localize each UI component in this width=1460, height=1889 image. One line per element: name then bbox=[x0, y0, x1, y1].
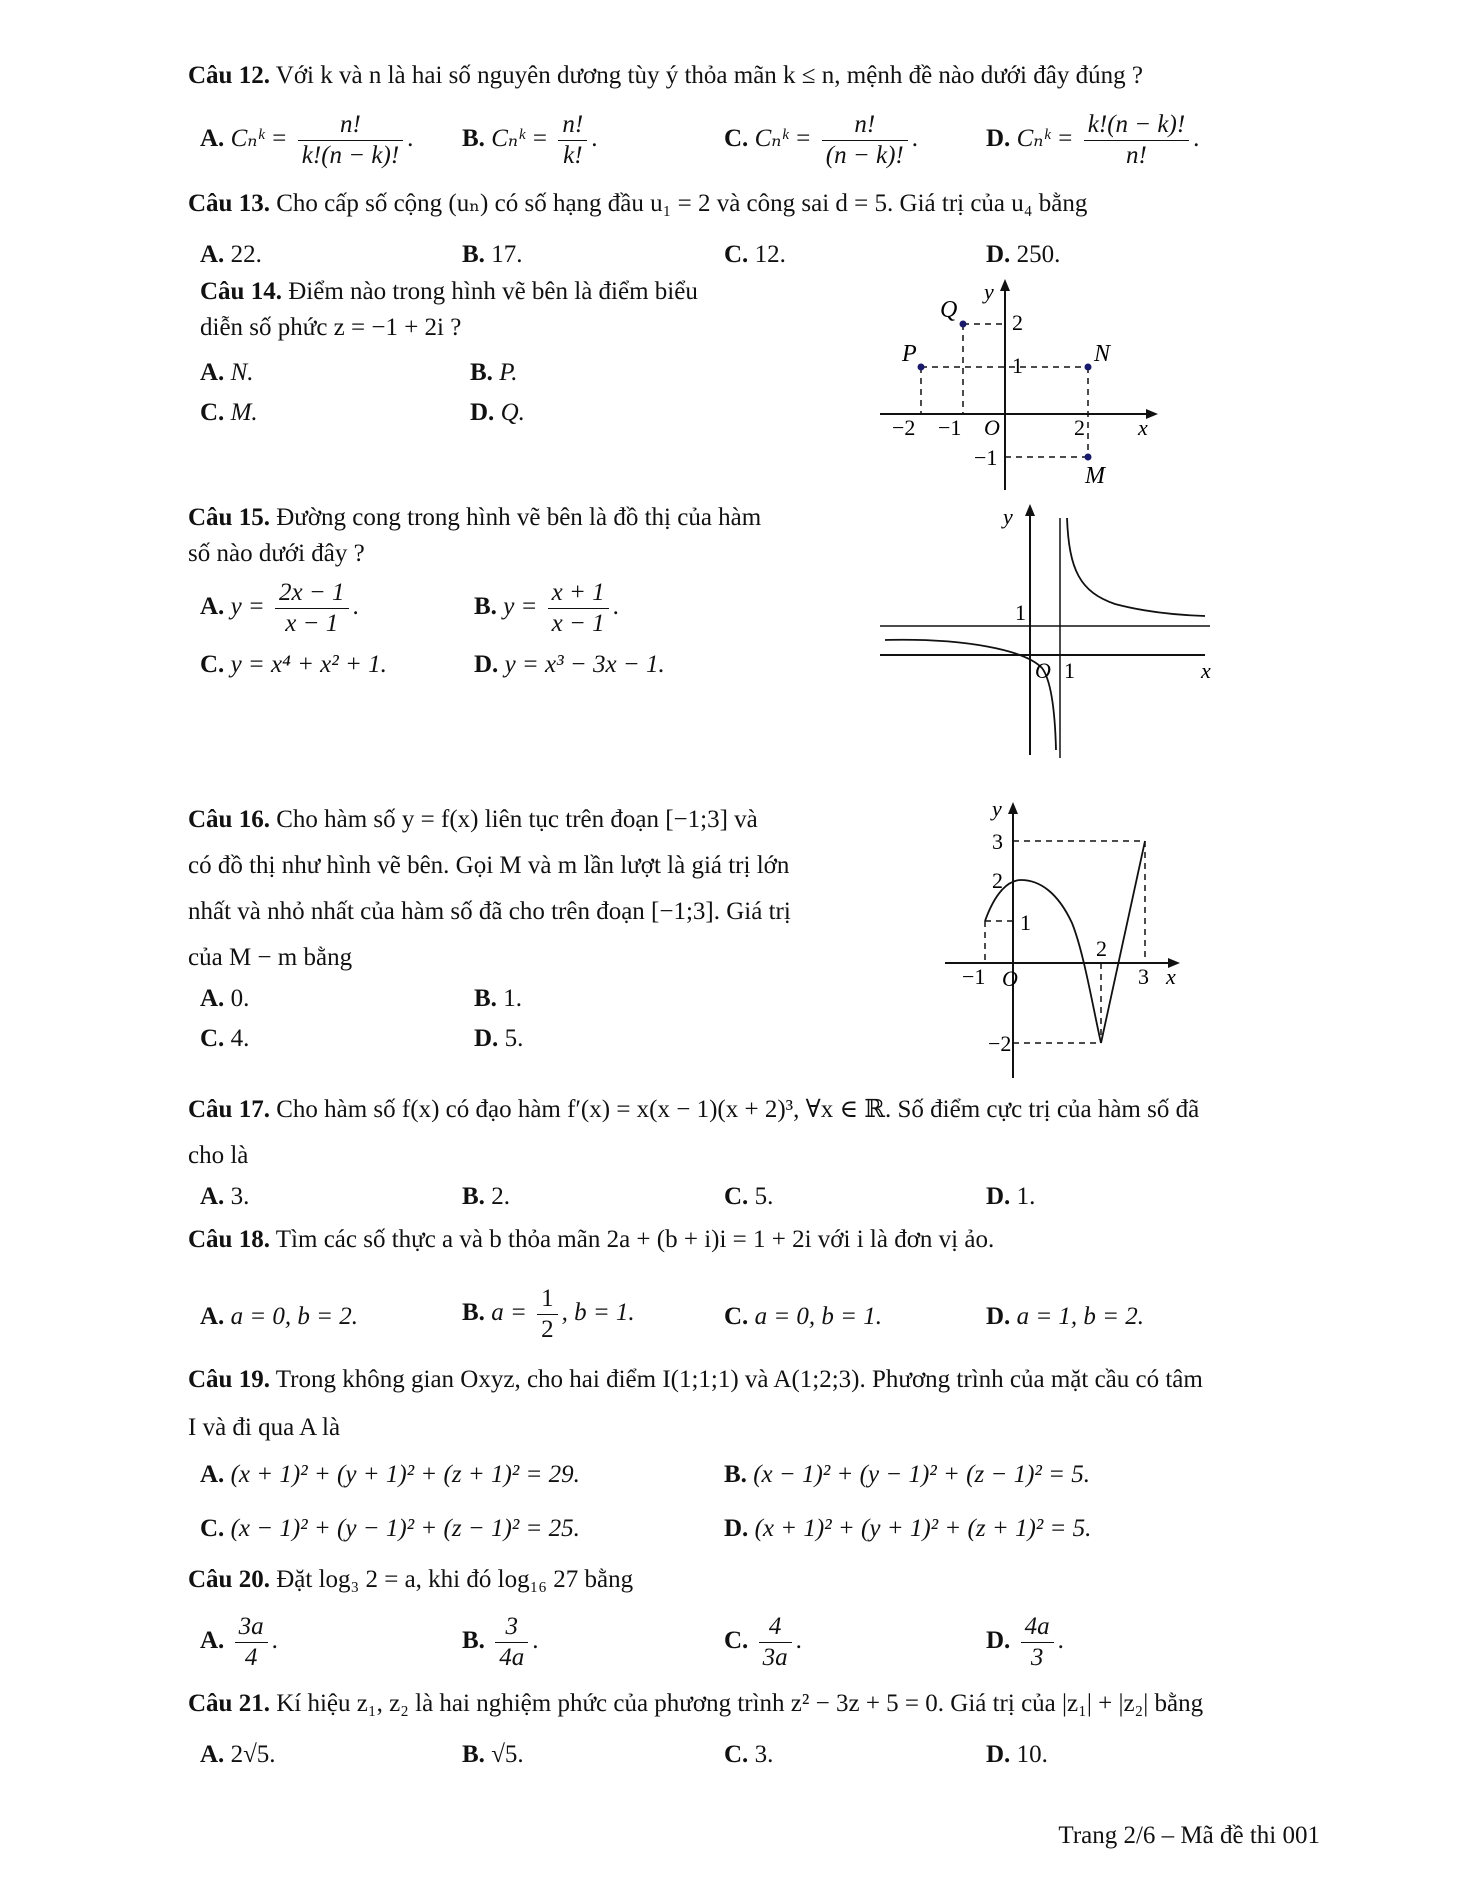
q14-figure bbox=[880, 275, 1170, 495]
option-key: D. bbox=[986, 1741, 1011, 1768]
tick-x-1: 1 bbox=[1064, 658, 1075, 683]
option-lhs: Cₙᵏ = bbox=[754, 125, 812, 153]
q21-option-d[interactable] bbox=[986, 1740, 1048, 1770]
option-key: C. bbox=[724, 1741, 749, 1768]
option-lhs: y = bbox=[230, 593, 265, 621]
tick-x-2: 2 bbox=[1074, 415, 1085, 440]
fraction bbox=[558, 110, 587, 171]
q18-option-d[interactable] bbox=[986, 1302, 1144, 1332]
q12-option-c[interactable]: C. Cₙᵏ = $\frac{n!}{(n - k)!}$ . bbox=[724, 111, 918, 169]
q14-stem bbox=[200, 278, 698, 307]
q13-option-d[interactable] bbox=[986, 240, 1060, 270]
q13-option-a[interactable] bbox=[200, 240, 262, 270]
tick-x-2: 2 bbox=[1096, 936, 1107, 961]
option-lhs: Cₙᵏ = bbox=[1016, 125, 1074, 153]
curve-segment bbox=[1101, 841, 1145, 1043]
question-label: Câu 12. bbox=[188, 62, 270, 89]
denominator: k!(n − k)! bbox=[301, 142, 400, 169]
question-text: Với k và n là hai số nguyên dương tùy ý thỏa mãn k ≤ n, mệnh đề nào dưới đây đúng ? bbox=[275, 62, 1143, 89]
q17-option-c[interactable] bbox=[724, 1182, 773, 1212]
option-key: B. bbox=[462, 1183, 485, 1210]
question-label: Câu 18. bbox=[188, 1226, 270, 1253]
q12-option-a[interactable]: A. Cₙᵏ = $\frac{n!}{k!(n - k)!}$ . bbox=[200, 111, 414, 169]
tick-x-minus-2: −2 bbox=[892, 415, 916, 440]
label-m: M bbox=[1085, 463, 1105, 489]
option-value: 5. bbox=[754, 1183, 774, 1210]
option-key: B. bbox=[724, 1461, 747, 1488]
numerator: n! bbox=[558, 110, 587, 141]
numerator: 1 bbox=[537, 1284, 558, 1315]
option-key: C. bbox=[724, 241, 749, 268]
option-value: 2. bbox=[491, 1183, 510, 1210]
label-n: N bbox=[1094, 341, 1111, 367]
question-label: Câu 20. bbox=[188, 1566, 270, 1593]
q18-option-c[interactable] bbox=[724, 1302, 882, 1332]
denominator: (n − k)! bbox=[825, 142, 904, 169]
tick-x-minus-1: −1 bbox=[938, 415, 962, 440]
q18-stem bbox=[188, 1226, 994, 1255]
option-key: A. bbox=[200, 1461, 225, 1488]
option-key: B. bbox=[462, 1299, 485, 1327]
option-value: a = 0, b = 1. bbox=[754, 1303, 883, 1330]
option-key: D. bbox=[986, 125, 1011, 153]
q16-stem bbox=[188, 806, 758, 835]
option-key: A. bbox=[200, 1741, 225, 1768]
option-key: A. bbox=[200, 985, 225, 1012]
option-key: C. bbox=[200, 399, 225, 426]
fraction bbox=[235, 1612, 268, 1673]
option-lhs: Cₙᵏ = bbox=[491, 125, 549, 153]
denominator: n! bbox=[1126, 142, 1147, 169]
option-value: 3. bbox=[754, 1741, 774, 1768]
fraction bbox=[759, 1612, 792, 1673]
fraction bbox=[1084, 110, 1189, 171]
denominator: k! bbox=[563, 142, 583, 169]
y-arrow-icon bbox=[1000, 279, 1010, 291]
question-label: Câu 21. bbox=[188, 1690, 270, 1717]
question-text: Cho hàm số y = f(x) liên tục trên đoạn [−1;3] và bbox=[276, 806, 758, 833]
fraction bbox=[1021, 1612, 1054, 1673]
option-value: 22. bbox=[230, 241, 262, 268]
q15-option-a[interactable]: A. y = $\frac{2x - 1}{x - 1}$ . bbox=[200, 579, 359, 637]
q20-option-c[interactable]: C. $\frac{4}{3a}$ . bbox=[724, 1613, 802, 1671]
option-lhs: y = bbox=[503, 593, 538, 621]
option-key: C. bbox=[200, 1515, 225, 1542]
x-axis-label: x bbox=[1201, 658, 1211, 683]
question-label: Câu 19. bbox=[188, 1366, 270, 1393]
q13-option-b[interactable] bbox=[462, 240, 522, 270]
q16-option-b[interactable] bbox=[474, 984, 522, 1014]
option-value: a = 1, b = 2. bbox=[1016, 1303, 1145, 1330]
y-arrow-icon bbox=[1008, 802, 1018, 814]
x-arrow-icon bbox=[1146, 409, 1158, 419]
option-value: 250. bbox=[1016, 241, 1061, 268]
option-key: C. bbox=[724, 1183, 749, 1210]
option-key: D. bbox=[986, 1627, 1011, 1655]
option-key: D. bbox=[986, 241, 1011, 268]
q21-option-a[interactable] bbox=[200, 1740, 276, 1770]
option-value: 12. bbox=[754, 241, 786, 268]
option-value: (x + 1)² + (y + 1)² + (z + 1)² = 29. bbox=[230, 1461, 580, 1488]
denominator: 4a bbox=[499, 1644, 525, 1671]
numerator: n! bbox=[822, 110, 908, 141]
q18-option-b[interactable] bbox=[462, 1284, 635, 1345]
option-key: D. bbox=[986, 1183, 1011, 1210]
question-text: Đặt log₃ 2 = a, khi đó log₁₆ 27 bằng bbox=[276, 1566, 634, 1593]
option-lhs: Cₙᵏ = bbox=[230, 125, 288, 153]
question-label: Câu 13. bbox=[188, 190, 270, 217]
option-key: A. bbox=[200, 125, 225, 153]
y-axis-label: y bbox=[992, 798, 1002, 821]
option-key: A. bbox=[200, 241, 225, 268]
option-value: 5. bbox=[504, 1025, 524, 1052]
option-key: A. bbox=[200, 1627, 225, 1655]
option-key: D. bbox=[474, 1025, 499, 1052]
option-value: 17. bbox=[491, 241, 523, 268]
tick-x-3: 3 bbox=[1138, 964, 1149, 989]
q20-option-d[interactable]: D. $\frac{4a}{3}$ . bbox=[986, 1613, 1064, 1671]
tick-y-minus-1: −1 bbox=[974, 445, 998, 470]
fraction bbox=[495, 1612, 528, 1673]
x-axis-label: x bbox=[1166, 964, 1176, 989]
option-value: 4. bbox=[230, 1025, 250, 1052]
point-q bbox=[960, 321, 967, 328]
option-value: M. bbox=[230, 399, 258, 426]
option-key: B. bbox=[462, 125, 485, 153]
option-value: P. bbox=[499, 359, 518, 386]
q13-stem bbox=[188, 190, 1087, 219]
question-label: Câu 17. bbox=[188, 1096, 270, 1123]
denominator: 2 bbox=[541, 1316, 554, 1343]
q16-option-d[interactable] bbox=[474, 1024, 523, 1054]
tick-y-1: 1 bbox=[1020, 910, 1031, 935]
option-key: C. bbox=[724, 125, 749, 153]
q12-stem bbox=[188, 62, 1143, 91]
option-value: (x − 1)² + (y − 1)² + (z − 1)² = 25. bbox=[230, 1515, 580, 1542]
label-p: P bbox=[902, 341, 917, 367]
q14-option-a[interactable] bbox=[200, 358, 254, 388]
q21-option-b[interactable] bbox=[462, 1740, 524, 1770]
option-value: √5. bbox=[491, 1741, 524, 1768]
q14-option-b[interactable] bbox=[470, 358, 518, 388]
option-key: D. bbox=[986, 1303, 1011, 1330]
option-key: B. bbox=[462, 241, 485, 268]
q12-option-b[interactable]: B. Cₙᵏ = $\frac{n!}{k!}$ . bbox=[462, 111, 598, 169]
option-lhs: a = bbox=[491, 1299, 527, 1327]
option-value: Q. bbox=[500, 399, 525, 426]
option-key: B. bbox=[462, 1627, 485, 1655]
option-key: C. bbox=[724, 1627, 749, 1655]
fraction bbox=[275, 578, 348, 639]
tick-y-2: 2 bbox=[992, 868, 1003, 893]
tick-y-1: 1 bbox=[1015, 600, 1026, 625]
numerator: x + 1 bbox=[548, 578, 609, 609]
question-text: Cho hàm số f(x) có đạo hàm f′(x) = x(x − 1)(x + 2)³, ∀x ∈ ℝ. Số điểm cực trị của hàm số đã bbox=[276, 1096, 1200, 1123]
origin-label: O bbox=[984, 415, 1000, 440]
option-key: A. bbox=[200, 1303, 225, 1330]
q20-option-a[interactable]: A. $\frac{3a}{4}$ . bbox=[200, 1613, 278, 1671]
option-key: C. bbox=[200, 651, 225, 678]
q17-option-a[interactable] bbox=[200, 1182, 249, 1212]
question-label: Câu 14. bbox=[200, 278, 282, 305]
x-axis-label: x bbox=[1138, 415, 1148, 440]
numerator: 4a bbox=[1021, 1612, 1054, 1643]
y-arrow-icon bbox=[1025, 504, 1035, 516]
option-key: D. bbox=[474, 651, 499, 678]
page-footer: Trang 2/6 – Mã đề thi 001 bbox=[1058, 1822, 1320, 1849]
q13-option-c[interactable] bbox=[724, 240, 786, 270]
q17-option-d[interactable] bbox=[986, 1182, 1035, 1212]
q15-figure bbox=[875, 500, 1220, 760]
tick-y-2: 2 bbox=[1012, 310, 1023, 335]
q18-option-a[interactable] bbox=[200, 1302, 358, 1332]
q19-stem-line2: I và đi qua A là bbox=[188, 1414, 341, 1441]
denominator: 3 bbox=[1030, 1644, 1044, 1671]
option-key: A. bbox=[200, 359, 225, 386]
tick-y-minus-2: −2 bbox=[988, 1031, 1012, 1056]
option-key: B. bbox=[474, 593, 497, 621]
question-text: Trong không gian Oxyz, cho hai điểm I(1;1;1) và A(1;2;3). Phương trình của mặt cầu có tâm bbox=[275, 1366, 1203, 1393]
fraction bbox=[298, 110, 403, 171]
option-value: a = 0, b = 2. bbox=[230, 1303, 359, 1330]
y-axis-label: y bbox=[984, 279, 994, 304]
option-value: 10. bbox=[1016, 1741, 1048, 1768]
option-value: N. bbox=[230, 359, 254, 386]
point-n bbox=[1085, 364, 1092, 371]
point-m bbox=[1085, 454, 1092, 461]
q15-stem bbox=[188, 504, 761, 533]
option-key: B. bbox=[470, 359, 493, 386]
option-value: y = x³ − 3x − 1. bbox=[504, 651, 665, 678]
q16-option-c[interactable] bbox=[200, 1024, 249, 1054]
q21-option-c[interactable] bbox=[724, 1740, 773, 1770]
fraction bbox=[537, 1284, 558, 1345]
q16-stem-line4: của M − m bằng bbox=[188, 944, 353, 971]
q17-option-b[interactable] bbox=[462, 1182, 510, 1212]
q19-stem bbox=[188, 1366, 1203, 1395]
q15-option-d[interactable] bbox=[474, 650, 665, 680]
denominator: x − 1 bbox=[285, 610, 339, 637]
denominator: 3a bbox=[762, 1644, 788, 1671]
q17-stem-line2: cho là bbox=[188, 1142, 249, 1169]
option-value: 3. bbox=[230, 1183, 250, 1210]
numerator: n! bbox=[298, 110, 403, 141]
option-value: 0. bbox=[230, 985, 250, 1012]
option-key: B. bbox=[462, 1741, 485, 1768]
fraction bbox=[822, 110, 908, 171]
option-key: C. bbox=[724, 1303, 749, 1330]
question-label: Câu 16. bbox=[188, 806, 270, 833]
q20-stem bbox=[188, 1566, 633, 1595]
label-q: Q bbox=[940, 297, 958, 323]
q15-stem-line2: số nào dưới đây ? bbox=[188, 540, 365, 567]
q17-stem bbox=[188, 1096, 1199, 1125]
question-text: Cho cấp số cộng (uₙ) có số hạng đầu u₁ = 2 và công sai d = 5. Giá trị của u₄ bằng bbox=[276, 190, 1088, 217]
numerator: 3 bbox=[495, 1612, 528, 1643]
q16-stem-line2: có đồ thị như hình vẽ bên. Gọi M và m lần lượt là giá trị lớn bbox=[188, 852, 790, 879]
tick-y-1: 1 bbox=[1012, 353, 1023, 378]
q20-option-b[interactable]: B. $\frac{3}{4a}$ . bbox=[462, 1613, 539, 1671]
option-rhs: , b = 1. bbox=[561, 1299, 635, 1327]
option-key: B. bbox=[474, 985, 497, 1012]
curve-right-branch bbox=[1067, 518, 1205, 616]
option-key: D. bbox=[724, 1515, 749, 1542]
q15-option-b[interactable]: B. y = $\frac{x + 1}{x - 1}$ . bbox=[474, 579, 619, 637]
q16-option-a[interactable] bbox=[200, 984, 249, 1014]
denominator: x − 1 bbox=[551, 610, 605, 637]
option-value: (x + 1)² + (y + 1)² + (z + 1)² = 5. bbox=[754, 1515, 1092, 1542]
q19-option-b[interactable] bbox=[724, 1460, 1090, 1490]
tick-x-minus-1: −1 bbox=[962, 964, 986, 989]
numerator: 2x − 1 bbox=[275, 578, 348, 609]
denominator: 4 bbox=[244, 1644, 258, 1671]
option-value: 2√5. bbox=[230, 1741, 276, 1768]
q15-option-c[interactable] bbox=[200, 650, 387, 680]
q14-option-d[interactable] bbox=[470, 398, 525, 428]
numerator: k!(n − k)! bbox=[1084, 110, 1189, 141]
origin-label: O bbox=[1002, 966, 1018, 991]
question-text: Điểm nào trong hình vẽ bên là điểm biểu bbox=[288, 278, 698, 305]
q16-stem-line3: nhất và nhỏ nhất của hàm số đã cho trên đoạn [−1;3]. Giá trị bbox=[188, 898, 791, 925]
numerator: 4 bbox=[759, 1612, 792, 1643]
question-text: Kí hiệu z₁, z₂ là hai nghiệm phức của phương trình z² − 3z + 5 = 0. Giá trị của |z₁| + |z₂| bằng bbox=[276, 1690, 1204, 1717]
option-key: A. bbox=[200, 593, 225, 621]
point-p bbox=[918, 364, 925, 371]
q16-figure bbox=[940, 798, 1190, 1083]
q19-option-a[interactable] bbox=[200, 1460, 580, 1490]
q21-stem bbox=[188, 1690, 1203, 1719]
q19-option-c[interactable] bbox=[200, 1514, 580, 1544]
origin-label: O bbox=[1035, 658, 1051, 683]
option-value: 1. bbox=[1016, 1183, 1036, 1210]
option-value: y = x⁴ + x² + 1. bbox=[230, 651, 387, 678]
curve-graph bbox=[985, 880, 1101, 1043]
q14-stem-line2: diễn số phức z = −1 + 2i ? bbox=[200, 314, 462, 341]
option-key: C. bbox=[200, 1025, 225, 1052]
q14-option-c[interactable] bbox=[200, 398, 258, 428]
question-text: Tìm các số thực a và b thỏa mãn 2a + (b + i)i = 1 + 2i với i là đơn vị ảo. bbox=[275, 1226, 995, 1253]
option-key: A. bbox=[200, 1183, 225, 1210]
option-key: D. bbox=[470, 399, 495, 426]
question-label: Câu 15. bbox=[188, 504, 270, 531]
option-value: 1. bbox=[503, 985, 522, 1012]
q12-option-d[interactable]: D. Cₙᵏ = $\frac{k!(n - k)!}{n!}$ . bbox=[986, 111, 1200, 169]
question-text: Đường cong trong hình vẽ bên là đồ thị của hàm bbox=[276, 504, 762, 531]
numerator: 3a bbox=[235, 1612, 268, 1643]
tick-y-3: 3 bbox=[992, 829, 1003, 854]
fraction bbox=[548, 578, 609, 639]
option-value: (x − 1)² + (y − 1)² + (z − 1)² = 5. bbox=[753, 1461, 1091, 1488]
q19-option-d[interactable] bbox=[724, 1514, 1091, 1544]
y-axis-label: y bbox=[1003, 504, 1013, 529]
